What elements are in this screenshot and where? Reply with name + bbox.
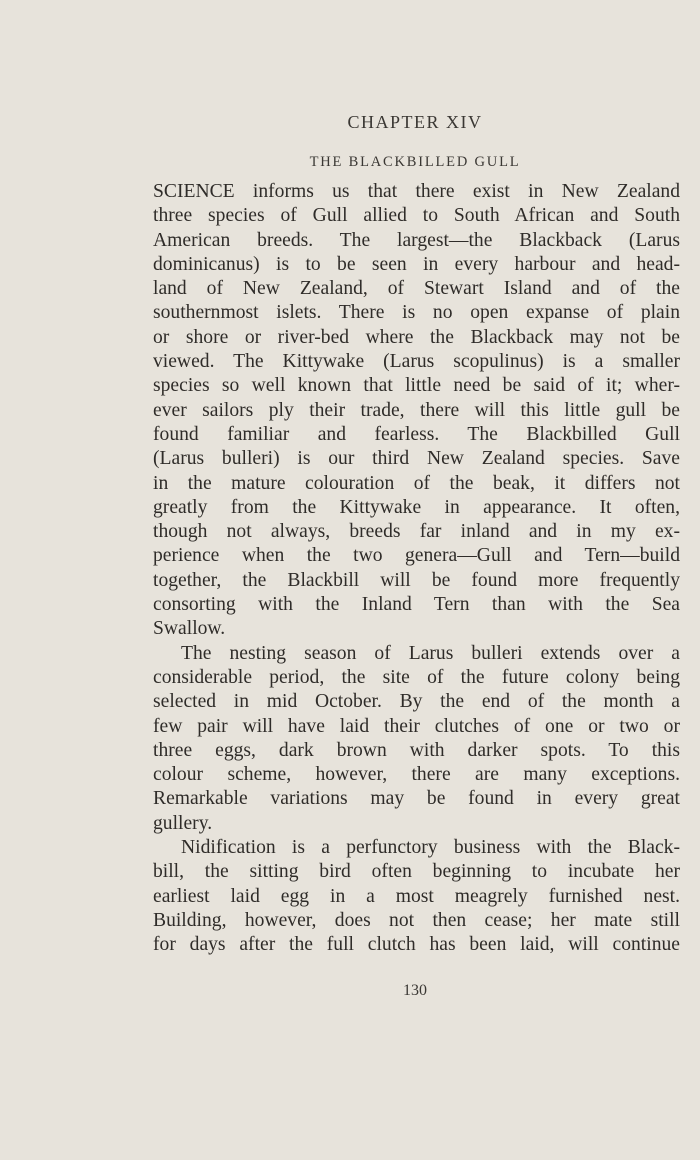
- text-line: selected in mid October. By the end of the month a: [153, 691, 680, 713]
- text-line: species so well known that little need be said of it; wher-: [153, 375, 680, 397]
- text-line: three eggs, dark brown with darker spots. To this: [153, 739, 680, 761]
- text-line: found familiar and fearless. The Blackbilled Gull: [153, 423, 680, 445]
- text-line: Building, however, does not then cease; her mate still: [153, 909, 680, 931]
- text-line: American breeds. The largest—the Blackback (Larus: [153, 229, 680, 251]
- text-line: consorting with the Inland Tern than with the Sea: [153, 594, 680, 616]
- section-title: THE BLACKBILLED GULL: [309, 154, 521, 170]
- text-line: Nidification is a perfunctory business with the Black-: [181, 837, 680, 859]
- text-line: or shore or river-bed where the Blackback may not be: [153, 326, 680, 348]
- text-line: for days after the full clutch has been laid, will continue: [153, 934, 680, 956]
- text-line: dominicanus) is to be seen in every harbour and head-: [153, 253, 680, 275]
- text-line: southernmost islets. There is no open expanse of plain: [153, 302, 680, 324]
- body-text: [153, 180, 680, 958]
- text-line: colour scheme, however, there are many exceptions.: [153, 764, 680, 786]
- text-line: ever sailors ply their trade, there will this little gull be: [153, 399, 680, 421]
- text-line: gullery.: [153, 812, 213, 834]
- text-line: few pair will have laid their clutches of one or two or: [153, 715, 680, 737]
- text-line: bill, the sitting bird often beginning to incubate her: [153, 861, 680, 883]
- chapter-heading: CHAPTER XIV: [347, 112, 483, 132]
- text-line: considerable period, the site of the future colony being: [153, 666, 680, 688]
- text-line: land of New Zealand, of Stewart Island and of the: [153, 278, 680, 300]
- text-line: three species of Gull allied to South African and South: [153, 205, 680, 227]
- text-line: The nesting season of Larus bulleri extends over a: [181, 642, 680, 664]
- page-number: 130: [403, 982, 427, 999]
- text-line: earliest laid egg in a most meagrely furnished nest.: [153, 885, 680, 907]
- text-line: perience when the two genera—Gull and Tern—build: [153, 545, 680, 567]
- text-line: viewed. The Kittywake (Larus scopulinus) is a smaller: [153, 351, 680, 373]
- text-line: in the mature colouration of the beak, it differs not: [153, 472, 680, 494]
- text-line: together, the Blackbill will be found more frequently: [153, 569, 680, 591]
- text-line: Swallow.: [153, 618, 226, 640]
- text-line: SCIENCE informs us that there exist in New Zealand: [153, 181, 680, 202]
- text-line: (Larus bulleri) is our third New Zealand species. Save: [153, 448, 680, 470]
- text-line: though not always, breeds far inland and in my ex-: [153, 521, 680, 543]
- text-line: greatly from the Kittywake in appearance. It often,: [153, 496, 680, 518]
- text-line: Remarkable variations may be found in every great: [153, 788, 680, 810]
